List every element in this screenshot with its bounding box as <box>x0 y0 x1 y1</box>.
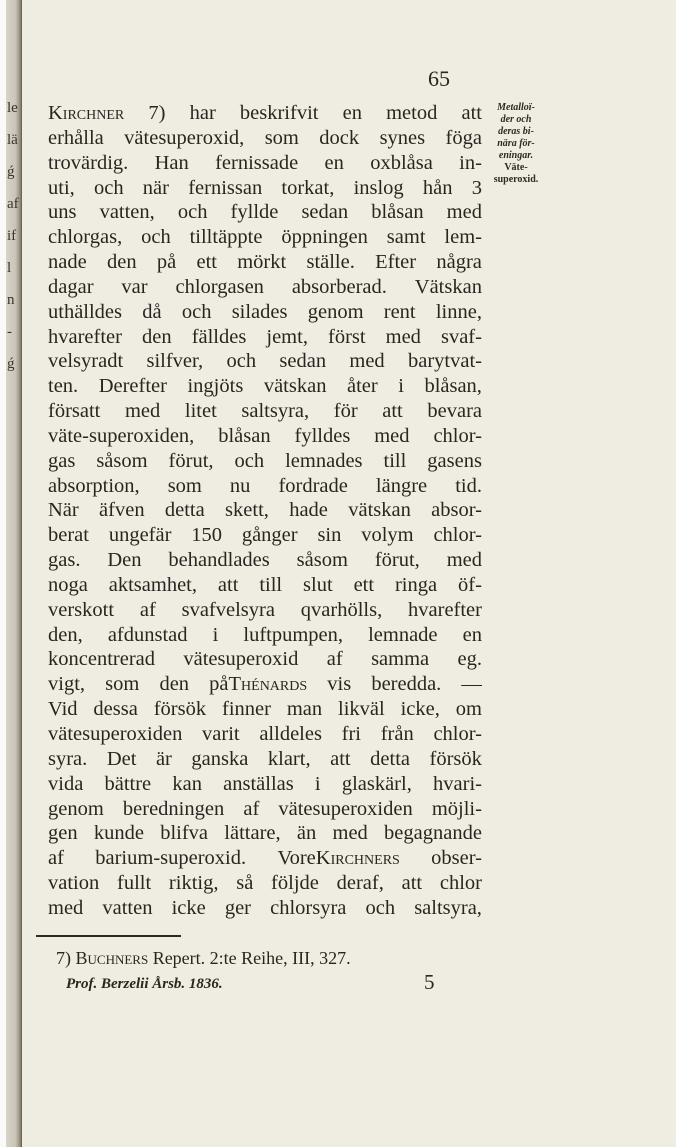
word: tilltäppte <box>189 226 263 249</box>
word: nade <box>48 251 87 274</box>
marginal-note <box>486 102 546 186</box>
word: gånger <box>241 524 298 547</box>
word: uns <box>48 201 77 224</box>
word: försatt <box>48 400 101 423</box>
word: åter <box>346 375 378 398</box>
marginal-note-line: der och <box>500 114 532 125</box>
word: och <box>365 896 396 919</box>
word: i <box>398 375 404 398</box>
word: glaskärl, <box>341 772 412 795</box>
word: alldeles <box>259 723 322 745</box>
word: chlor <box>439 872 482 895</box>
word: lem- <box>444 226 482 249</box>
facing-page-fragment: n <box>7 292 15 308</box>
word: med <box>48 896 84 919</box>
word: När <box>48 499 79 522</box>
word: Den <box>107 549 142 572</box>
word: in- <box>459 151 482 174</box>
word: så <box>236 872 254 895</box>
word: syra. <box>48 747 88 770</box>
footnote-author: Buchners <box>75 948 149 968</box>
word: svaf- <box>440 325 482 348</box>
text-line <box>48 200 482 224</box>
word: finner <box>222 698 271 721</box>
word: detta <box>164 499 205 522</box>
marginal-note-line: Väte- <box>504 162 528 173</box>
facing-page-fragment: ǵ <box>7 164 15 180</box>
word: vätesuperoxid <box>183 648 299 671</box>
word: förut, <box>168 449 214 472</box>
word: ger <box>224 896 252 919</box>
word: beskrifvit <box>239 102 319 124</box>
facing-page-fragment: lä <box>7 132 18 148</box>
word: barytvat- <box>408 350 482 373</box>
word: chlorsyra <box>270 896 347 919</box>
word: och <box>234 449 265 472</box>
text-line <box>48 598 482 622</box>
word: vation <box>48 872 100 895</box>
word: uthälldes <box>48 300 123 323</box>
word: möjli- <box>431 797 482 820</box>
word: vätskan <box>263 375 327 398</box>
word: med <box>446 549 482 572</box>
text-line <box>48 647 482 671</box>
word: blåsan <box>218 424 271 447</box>
word: kunde <box>93 822 144 845</box>
word: på <box>156 251 177 274</box>
word: barium-superoxid. <box>95 847 247 870</box>
footnote <box>56 948 351 969</box>
word: rent <box>383 300 416 323</box>
word: Vätskan <box>414 275 482 298</box>
word: blåsan, <box>424 375 482 398</box>
word: detta <box>370 747 410 770</box>
word: dagar <box>48 275 94 298</box>
word: skett, <box>225 499 269 522</box>
word: saltsyra, <box>241 400 310 423</box>
word: öf- <box>458 573 482 596</box>
word: fylldes <box>294 424 351 447</box>
word: fälldes <box>191 325 247 348</box>
word: ungefär <box>108 524 172 547</box>
word: af <box>326 648 343 671</box>
word: fullt <box>117 872 152 895</box>
word: och <box>141 226 171 249</box>
word: af <box>139 598 156 621</box>
word: och <box>177 201 208 224</box>
small-caps-name: Thénards <box>228 673 308 696</box>
word: vatten <box>102 896 153 919</box>
word: vätskan <box>348 499 411 522</box>
word: lemnade <box>368 623 438 646</box>
word: att <box>330 747 351 770</box>
word: då <box>142 300 162 323</box>
text-line <box>48 697 482 721</box>
word: torkat, <box>281 176 335 199</box>
word: af <box>243 797 260 820</box>
word: öppningen <box>281 226 368 249</box>
word: trovärdig. <box>48 151 129 174</box>
word: afdunstad <box>107 623 188 646</box>
word: litet <box>184 400 217 423</box>
word: den <box>142 325 172 348</box>
word: sedan <box>301 201 349 224</box>
word: aktsamhet, <box>108 573 198 596</box>
footnote-rule <box>36 935 181 937</box>
word: lättare, <box>224 822 281 845</box>
word: riktig, <box>168 872 219 895</box>
word: absorption, <box>48 474 140 497</box>
word: den, <box>48 623 83 646</box>
text-line <box>48 871 482 895</box>
word: vätesuperoxiden <box>278 797 413 820</box>
word: kan <box>172 772 202 795</box>
word: saltsyra, <box>414 896 482 919</box>
word: med <box>374 424 410 447</box>
word: obser- <box>431 847 482 870</box>
word: jemt, <box>266 325 308 348</box>
word: 3 <box>471 176 482 199</box>
text-line <box>48 176 482 200</box>
word: genom <box>48 797 104 820</box>
word: ingjöts <box>187 375 244 398</box>
small-caps-name: Kirchners <box>315 847 400 870</box>
word: hade <box>289 499 328 522</box>
word: fernissan <box>188 176 263 199</box>
word: gasens <box>427 449 482 472</box>
word: till <box>383 449 407 472</box>
word: vida <box>48 772 84 795</box>
word <box>48 101 124 125</box>
word: eg. <box>457 648 482 671</box>
word: slut <box>303 573 333 596</box>
word: ställe. <box>306 251 355 274</box>
word: gas. <box>48 549 81 572</box>
word: man <box>286 698 323 721</box>
word: vatten, <box>99 201 155 224</box>
word: bevara <box>427 400 482 423</box>
word: längre <box>375 474 428 497</box>
text-line <box>48 250 482 274</box>
word: icke <box>171 896 206 919</box>
text-line <box>48 846 482 870</box>
word: dessa <box>93 698 138 721</box>
word: beredningen <box>122 797 225 820</box>
word: erhålla <box>48 126 104 149</box>
text-line <box>48 126 482 150</box>
word: den <box>106 251 137 274</box>
word: genom <box>307 300 364 323</box>
page-number: 65 <box>428 66 450 91</box>
text-line <box>48 498 482 522</box>
facing-page-fragment: le <box>7 100 18 116</box>
word: absor- <box>431 499 482 522</box>
facing-page-fragment: l <box>7 260 12 276</box>
text-line <box>48 275 482 299</box>
word: chlor- <box>433 424 482 447</box>
word: Efter <box>375 251 417 274</box>
text-line <box>48 722 482 746</box>
word: och <box>226 350 257 373</box>
marginal-note-line: superoxid. <box>493 174 539 185</box>
signature-mark: 5 <box>424 970 435 994</box>
word: ett <box>196 251 217 274</box>
word: fernissade <box>215 151 299 174</box>
facing-page-fragment: ǵ <box>7 356 15 372</box>
imprint-line: Prof. Berzelii Årsb. 1836. <box>66 976 223 992</box>
word: från <box>380 723 414 745</box>
word: hån <box>422 176 453 199</box>
text-line <box>48 772 482 796</box>
text-line <box>48 449 482 473</box>
word: som <box>167 474 202 497</box>
word: om <box>455 698 482 721</box>
word: chlorgasen <box>175 275 264 298</box>
small-caps-name: Kirchner <box>48 102 125 124</box>
word: äfven <box>99 499 145 522</box>
word: ganska <box>191 747 249 770</box>
word: samt <box>386 226 426 249</box>
text-line <box>48 821 482 845</box>
word: ringa <box>394 573 438 596</box>
word: fordrade <box>278 474 348 497</box>
word: vätesuperoxid, <box>124 126 245 149</box>
word: verskott <box>48 598 115 621</box>
text-line <box>48 573 482 597</box>
word: absorberad. <box>291 275 387 298</box>
word: att <box>401 872 423 895</box>
word: ett <box>353 573 375 596</box>
word: med <box>349 350 385 373</box>
word: ten. <box>48 375 79 398</box>
word: deraf, <box>336 872 384 895</box>
word: gen <box>48 822 78 845</box>
word: är <box>155 747 172 770</box>
text-line <box>48 399 482 423</box>
text-line <box>48 523 482 547</box>
text-line <box>48 747 482 771</box>
word: uti, <box>48 176 75 199</box>
word: försök <box>429 747 482 770</box>
text-line <box>48 797 482 821</box>
word: Det <box>106 747 137 770</box>
text-line <box>48 374 482 398</box>
word: berat <box>48 524 89 547</box>
word: hvari- <box>433 772 482 795</box>
word: oxblåsa <box>370 151 433 174</box>
word: en <box>342 102 362 124</box>
word: qvarhölls, <box>300 598 383 621</box>
word: när <box>142 176 169 199</box>
word: hvarefter <box>408 598 482 621</box>
word: samma <box>371 648 430 671</box>
text-line <box>48 623 482 647</box>
word: 150 <box>191 524 222 547</box>
word: hvarefter <box>48 325 122 348</box>
word: fri <box>341 723 362 745</box>
word: vätesuperoxiden <box>48 723 183 745</box>
word: volym <box>361 524 414 547</box>
word: förut, <box>374 549 420 572</box>
word: Derefter <box>98 375 167 398</box>
word: silades <box>231 300 288 323</box>
word: en <box>324 151 344 174</box>
marginal-note-line: Metalloï- <box>497 102 535 113</box>
text-line <box>48 474 482 498</box>
word: försök <box>153 698 207 721</box>
word: en <box>462 623 482 646</box>
word: chlor- <box>433 524 482 547</box>
word: mörkt <box>237 251 287 274</box>
word: att <box>217 573 239 596</box>
word: linne, <box>435 300 482 323</box>
word: blifva <box>160 822 209 845</box>
word: har <box>189 102 216 124</box>
word: nu <box>229 474 251 497</box>
word: med <box>332 822 368 845</box>
word: synes <box>379 126 426 149</box>
text-line <box>48 349 482 373</box>
word: chlor- <box>433 723 482 745</box>
word: för <box>333 400 358 423</box>
word: klart, <box>267 747 311 770</box>
word: vis <box>327 673 352 696</box>
word: vigt, <box>48 673 86 696</box>
word: silfver, <box>146 350 204 373</box>
word: metod <box>386 102 438 124</box>
word: som <box>264 126 299 149</box>
text-line <box>48 225 482 249</box>
word: till <box>259 573 283 596</box>
facing-page-fragment: if <box>7 228 17 244</box>
word: än <box>296 822 317 845</box>
word: af <box>48 847 64 870</box>
text-line <box>48 672 482 696</box>
text-line <box>48 424 482 448</box>
word: 7) <box>148 102 166 124</box>
word: begagnande <box>384 822 482 845</box>
word: behandlades <box>168 549 270 572</box>
word: såsom <box>96 449 148 472</box>
word: lemnades <box>285 449 363 472</box>
word: beredda. <box>371 673 442 696</box>
word: inslog <box>353 176 404 199</box>
word: påThénards <box>209 673 308 696</box>
facing-page-fragment: af <box>7 196 19 212</box>
text-line <box>48 151 482 175</box>
word: sedan <box>279 350 327 373</box>
facing-page-fragment: - <box>7 324 12 340</box>
word: likväl <box>338 698 385 721</box>
word: som <box>105 673 140 696</box>
word: att <box>382 400 403 423</box>
word: att <box>461 102 482 124</box>
text-line <box>48 896 482 920</box>
word: — <box>461 673 482 696</box>
word: gas <box>48 449 76 472</box>
word: noga <box>48 573 88 596</box>
word: med <box>124 400 161 423</box>
word: i <box>212 623 219 646</box>
word: och <box>181 300 212 323</box>
marginal-note-line: eningar. <box>498 150 534 161</box>
word: var <box>121 275 148 298</box>
word: Han <box>154 151 189 174</box>
word: föga <box>445 126 482 149</box>
word: VoreKirchners <box>277 847 400 870</box>
word: med <box>446 201 482 224</box>
word: chlorgas, <box>48 226 123 249</box>
word: följde <box>271 872 319 895</box>
text-line <box>48 548 482 572</box>
word: i <box>314 772 321 795</box>
word: med <box>385 325 421 348</box>
word: Vid <box>48 698 78 721</box>
word: såsom <box>296 549 348 572</box>
word: sin <box>317 524 342 547</box>
marginal-note-line: nära för- <box>497 138 535 149</box>
word: anställas <box>223 772 294 795</box>
word: först <box>328 325 366 348</box>
word: svafvelsyra <box>181 598 275 621</box>
word: några <box>436 251 482 274</box>
text-line <box>48 325 482 349</box>
word: tid. <box>455 474 482 497</box>
word: varit <box>202 723 240 745</box>
word: koncentrerad <box>48 648 155 671</box>
marginal-note-line: deras bi- <box>498 126 534 137</box>
word: icke, <box>400 698 440 721</box>
word: velsyradt <box>48 350 124 373</box>
text-line <box>48 300 482 324</box>
word: och <box>93 176 124 199</box>
word: den <box>159 673 190 696</box>
word: bättre <box>104 772 152 795</box>
word: luftpumpen, <box>243 623 344 646</box>
word: dock <box>319 126 360 149</box>
footnote-text: Repert. 2:te Reihe, III, 327. <box>148 948 351 968</box>
footnote-marker: 7) <box>56 948 71 968</box>
word: fyllde <box>230 201 279 224</box>
text-line <box>48 101 482 125</box>
word: väte-superoxiden, <box>48 424 195 447</box>
word: blåsan <box>371 201 424 224</box>
